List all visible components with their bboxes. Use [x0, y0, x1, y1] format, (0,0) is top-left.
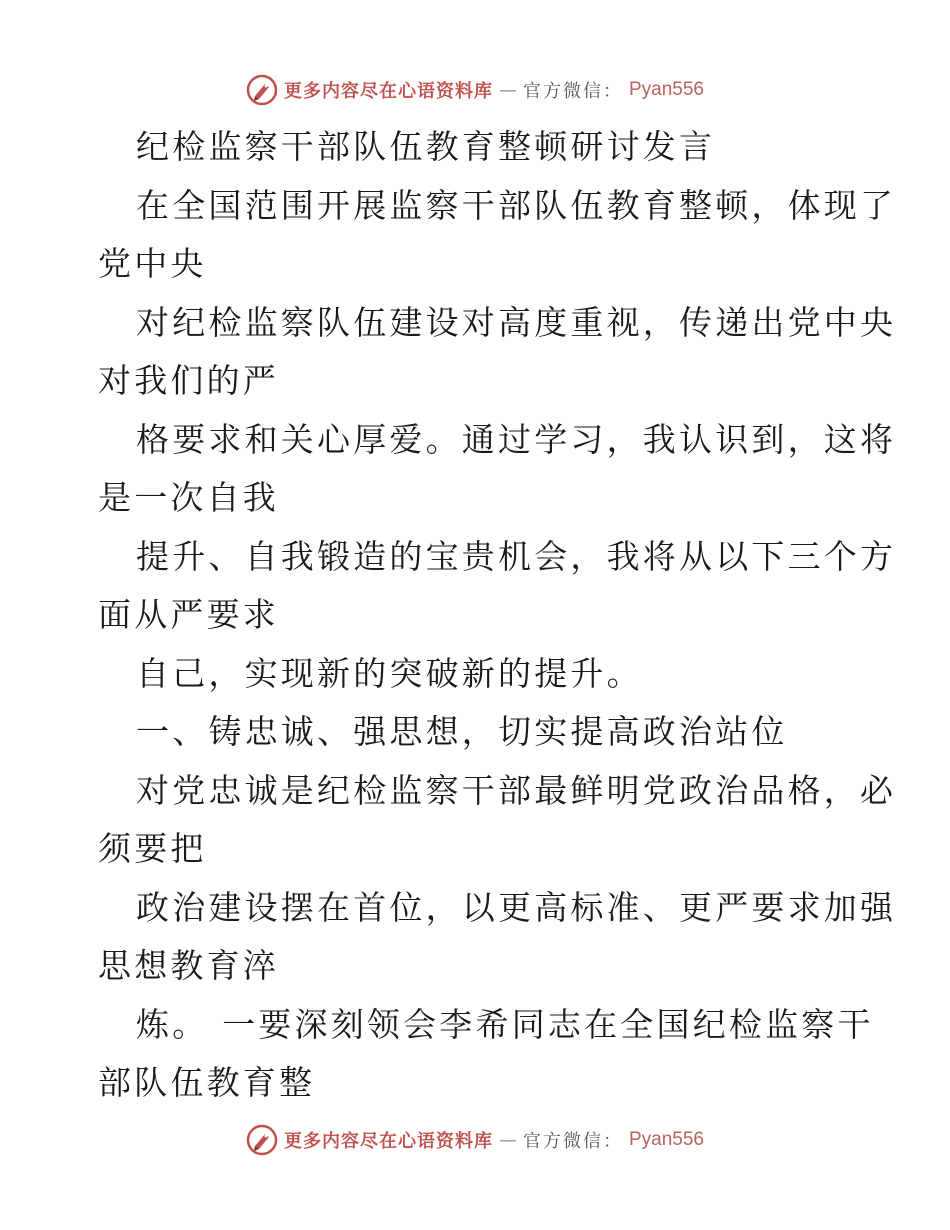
text-line: 是一次自我 [98, 478, 279, 517]
text-line: 提升、自我锻造的宝贵机会，我将从以下三个方 [136, 536, 897, 576]
text-line: 炼。 一要深刻领会李希同志在全国纪检监察干 [136, 1004, 874, 1044]
text-line: 一、铸忠诚、强思想，切实提高政治站位 [136, 712, 788, 751]
text-line: 政治建设摆在首位，以更高标准、更严要求加强 [136, 887, 897, 927]
document-title: 纪检监察干部队伍教育整顿研讨发言 [136, 127, 716, 166]
text-line: 对我们的严 [98, 361, 279, 400]
text-line: 思想教育淬 [98, 946, 279, 985]
watermark-wechat-id: Pyan556 [628, 79, 704, 100]
watermark-dash: — [498, 79, 517, 101]
text-line: 面从严要求 [98, 595, 279, 634]
text-line: 对党忠诚是纪检监察干部最鲜明党政治品格，必 [136, 770, 897, 810]
text-line: 须要把 [98, 829, 207, 868]
pen-nib-logo-icon [246, 74, 278, 106]
text-line: 部队伍教育整 [98, 1063, 316, 1102]
document-body [98, 118, 897, 1113]
text-line: 对纪检监察队伍建设对高度重视，传递出党中央 [136, 302, 897, 342]
watermark-wechat-id: Pyan556 [628, 1129, 704, 1150]
pen-nib-logo-icon [246, 1124, 278, 1156]
watermark-official-label: 官方微信： [522, 1131, 623, 1152]
footer-watermark [0, 1120, 950, 1160]
text-line: 党中央 [98, 244, 207, 283]
text-line: 在全国范围开展监察干部队伍教育整顿，体现了 [136, 185, 897, 225]
watermark-brand-text: 更多内容尽在心语资料库 [283, 81, 493, 102]
watermark-brand-text: 更多内容尽在心语资料库 [283, 1131, 493, 1152]
text-line: 自己，实现新的突破新的提升。 [136, 653, 643, 693]
watermark-official-label: 官方微信： [522, 81, 623, 102]
text-line: 格要求和关心厚爱。通过学习，我认识到，这将 [136, 419, 897, 459]
watermark-dash: — [498, 1129, 517, 1151]
header-watermark [0, 70, 950, 110]
